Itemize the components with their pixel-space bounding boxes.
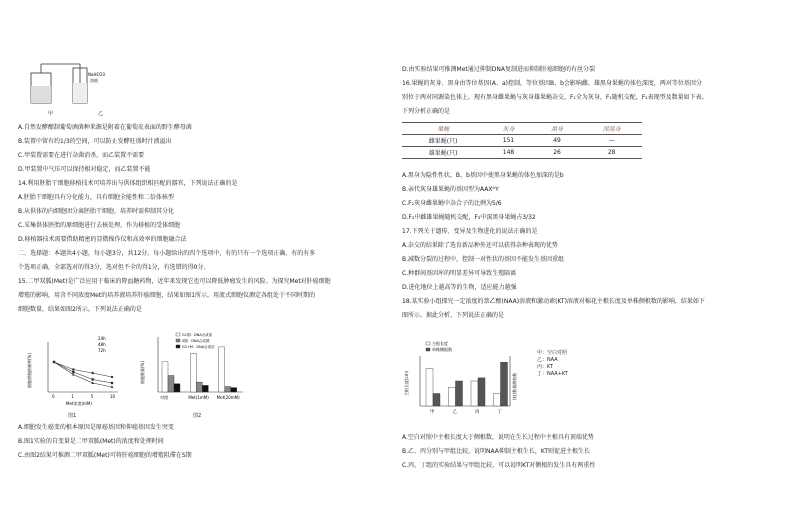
table-header-cell: 果蝇 xyxy=(402,123,484,135)
data-point xyxy=(72,371,74,373)
option-17c: C.种群间基因库的明显差异可导致生殖隔离 xyxy=(402,270,517,277)
bar xyxy=(225,387,231,393)
legend-swatch xyxy=(426,348,430,351)
y-axis-label: 细胞增殖抑制率(%) xyxy=(27,353,32,388)
data-point xyxy=(91,372,93,374)
option-13c: C.甲装置需要在进行杂菌消杀，而乙装置不需要 xyxy=(18,152,145,159)
option-17b: B.减数分裂的过程中，控制一对性状的基因不能发生基因重组 xyxy=(402,256,565,263)
option-18c: C.丙、丁组的实验结果与甲组比较，可以说明KT对侧根的发生具有两重性 xyxy=(402,462,596,469)
legend-label: G1期：DNA合成前 xyxy=(182,333,213,337)
x-tick-label: Met(20mM) xyxy=(216,395,240,400)
y-axis-label: 主根长度(cm) xyxy=(404,370,409,396)
question-17: 17.下列关于遗传、变异及生物进化的说法正确的是 xyxy=(402,228,538,235)
apparatus-label-yi: 乙 xyxy=(98,111,104,117)
legend-label: 48h xyxy=(98,342,106,347)
x-tick-label: Met(1mM) xyxy=(188,395,209,400)
bar xyxy=(433,394,440,407)
table-cell: 151 xyxy=(484,135,533,147)
option-14a: A.胚胎干细胞具有分化能力，具有细胞全能性和二倍体核型 xyxy=(18,194,174,201)
question-18-line-1: 18.某实验小组探究一定浓度的萘乙酸(NAA)溶液和激动素(KT)溶液对棉花主根长度及单株侧根数的影响，结果如下 xyxy=(402,298,705,305)
bar xyxy=(231,388,237,392)
bar xyxy=(168,376,174,393)
option-13a: A.自然发酵酿制葡萄酒菌种来源是附着在葡萄皮表面的野生酵母菌 xyxy=(18,124,192,131)
table-header-cell: 灰身 xyxy=(484,123,533,135)
data-point xyxy=(91,378,93,380)
question-16-line-3: 下列分析正确的是 xyxy=(402,108,451,115)
legend-swatch xyxy=(176,339,180,342)
data-point xyxy=(72,373,75,376)
question-16-line-2: 别位于两对同源染色体上。现有黑身雌果蝇与灰身雄果蝇杂交，F₁全为灰身，F₁随机交配，F₂表现型及数量如下表。 xyxy=(402,94,708,101)
question-15-line-1: 15.二甲双胍(Met)是广泛应用于临床的降血糖药物，近年来发现它也可以降低肿瘤发生的风险。为探究Met对肝癌细胞 xyxy=(18,278,331,285)
option-15d: D.由实验结果可推测Met通过抑制DNA复制进而抑制肝癌细胞的有丝分裂 xyxy=(402,66,595,73)
legend-label: G2+M：DNA合成后 xyxy=(182,345,215,349)
table-cell: 28 xyxy=(581,147,642,159)
x-tick-label: 1 xyxy=(71,394,74,399)
reagent-label-1: NaHCO3 xyxy=(88,72,105,77)
bar xyxy=(426,369,433,407)
option-15b: B.图1实验的自变量是二甲双胍(Met)的浓度和处理时间 xyxy=(18,438,164,445)
figure-1-line-chart xyxy=(26,330,126,410)
legend-swatch xyxy=(176,345,180,348)
table-header-row xyxy=(402,123,642,135)
figure-3-bar-chart xyxy=(402,340,532,420)
series-line xyxy=(54,362,112,387)
x-tick-label: 丁 xyxy=(497,410,502,415)
table-cell: 雄果蝇(只) xyxy=(402,147,484,159)
bar xyxy=(190,354,196,393)
x-tick-label: 10 xyxy=(110,394,116,399)
figure-2-caption: 图2 xyxy=(193,413,202,419)
option-14d: D.移植器技术需要借助精密的显微操作仪和高效率的细胞融合法 xyxy=(18,236,187,243)
option-15a: A.细胞发生癌变的根本原因是原癌基因和抑癌基因发生突变 xyxy=(18,424,174,431)
bar xyxy=(494,394,501,407)
x-tick-label: 0 xyxy=(52,394,55,399)
option-16a: A.黑身为隐性性状，B、b基因中使黑身果蝇的体色加深的是b xyxy=(402,172,564,179)
apparatus-figure xyxy=(28,58,108,108)
option-14c: C.采集供体胚胎的原细胞进行去核处理，作为移植的受体细胞 xyxy=(18,222,181,229)
bar xyxy=(196,382,202,392)
option-13b: B.装置中留有约1/3的空间，可以防止发酵旺盛时汁液溢出 xyxy=(18,138,172,145)
x-tick-label: 乙 xyxy=(452,410,457,415)
legend-label: 24h xyxy=(98,336,106,341)
data-point xyxy=(111,382,113,384)
option-18b: B.乙、丙分别与甲组比较，说明NAA抑制主根生长，KT则促进主根生长 xyxy=(402,448,591,455)
option-13d: D.甲装置中气压可以保持相对稳定，而乙装置不能 xyxy=(18,166,151,173)
y2-axis-label: (枝)数量侧枝数 xyxy=(512,372,517,400)
bar xyxy=(162,362,168,392)
option-16c: C.F₂灰身雌果蝇中杂合子的比例为5/6 xyxy=(402,200,502,207)
bar xyxy=(478,378,485,406)
question-14: 14.利用胚胎干细胞移植技术可培养出与供体组织相匹配的器官，下列说法正确的是 xyxy=(18,180,238,187)
figure-1-caption: 图1 xyxy=(68,413,77,419)
option-17d: D.进化地位上越高等的生物，适应能力越强 xyxy=(402,284,517,291)
option-16d: D.F₂中雌雄果蝇随机交配，F₃中深黑身果蝇占3/32 xyxy=(402,214,536,221)
x-tick-label: 5 xyxy=(90,394,94,399)
question-15-line-2: 增殖的影响，用含不同浓度Met的培养液培养肝癌细胞，结果如图1所示。用流式细胞仪测定各组处于不同时期的 xyxy=(18,292,316,299)
legend-swatch xyxy=(426,342,430,345)
figure-3-key xyxy=(537,350,568,378)
table-header-cell: 黑身 xyxy=(533,123,582,135)
data-point xyxy=(111,376,113,378)
bar xyxy=(471,381,478,406)
table-cell: 26 xyxy=(533,147,582,159)
key-item: 甲：空白对照 xyxy=(537,350,568,356)
legend-label: 72h xyxy=(98,348,106,353)
legend-label: 主根长度 xyxy=(432,341,448,346)
section-2-header-2: 个选项正确，全部选对的得3分，选对但不全的得1分，有选错的得0分。 xyxy=(18,264,210,271)
x-tick-label: 对照 xyxy=(160,395,168,400)
data-point xyxy=(72,368,74,370)
bar xyxy=(501,362,508,406)
table-cell: — xyxy=(581,135,642,147)
figure-2-bar-chart xyxy=(138,330,248,410)
legend-label: S期：DNA合成期 xyxy=(182,339,210,343)
option-18a: A.空白对照中主根长度大于侧根数，说明在生长过程中主根具有顶端优势 xyxy=(402,434,594,441)
option-15c: C.由图2结果可推测二甲双胍(Met)可将肝癌细胞的增殖阻滞在S期 xyxy=(18,452,192,459)
bar xyxy=(219,347,225,392)
reagent-label-2: 溶液 xyxy=(90,78,98,83)
table-cell: 49 xyxy=(533,135,582,147)
option-17a: A.杂交的结果除了选育新品种外还可以获得杂种表现的优势 xyxy=(402,242,558,249)
fly-data-table xyxy=(402,122,642,159)
question-18-line-2: 图所示。据此分析，下列说法正确的是 xyxy=(402,312,505,319)
legend-label: 单株侧根数 xyxy=(432,347,452,352)
option-16b: B.亲代灰身雄果蝇的基因型为AAXᵇY xyxy=(402,186,499,193)
key-item: 丁：NAA+KT xyxy=(537,371,568,377)
x-tick-label: 丙 xyxy=(475,410,480,415)
question-16-line-1: 16.果蝇的灰身、黑身由等位基因(A、a)控制，等位基因B、b会影响雌、雄黑身果蝇的体色深度，两对等位基因分 xyxy=(402,80,702,87)
key-item: 乙：NAA xyxy=(537,357,558,363)
key-item: 丙：KT xyxy=(537,364,553,370)
bar xyxy=(449,387,456,406)
section-2-header-1: 二、选择题：本题共4小题，每小题3分，共12分。每小题给出的四个选项中，有的只有一个选项正确，有的有多 xyxy=(18,250,316,257)
question-15-line-3: 细胞数量，结果如图2所示。下列说法正确的是 xyxy=(18,306,142,313)
legend-swatch xyxy=(176,333,180,336)
apparatus-label-jia: 甲 xyxy=(48,111,54,117)
table-row xyxy=(402,135,642,147)
x-tick-label: 甲 xyxy=(430,410,435,415)
table-cell: 雌果蝇(只) xyxy=(402,135,484,147)
bar xyxy=(202,385,208,392)
bar xyxy=(456,381,463,406)
option-14b: B.从供体的内细胞团分离胚胎干细胞，培养时需抑制其分化 xyxy=(18,208,175,215)
y-axis-label: 细胞数量(%) xyxy=(140,361,145,384)
x-axis-label: Met浓度(mM) xyxy=(66,401,92,406)
series-line xyxy=(54,362,112,377)
table-cell: 148 xyxy=(484,147,533,159)
table-header-cell: 深黑身 xyxy=(581,123,642,135)
bar xyxy=(174,384,180,392)
table-row xyxy=(402,147,642,159)
